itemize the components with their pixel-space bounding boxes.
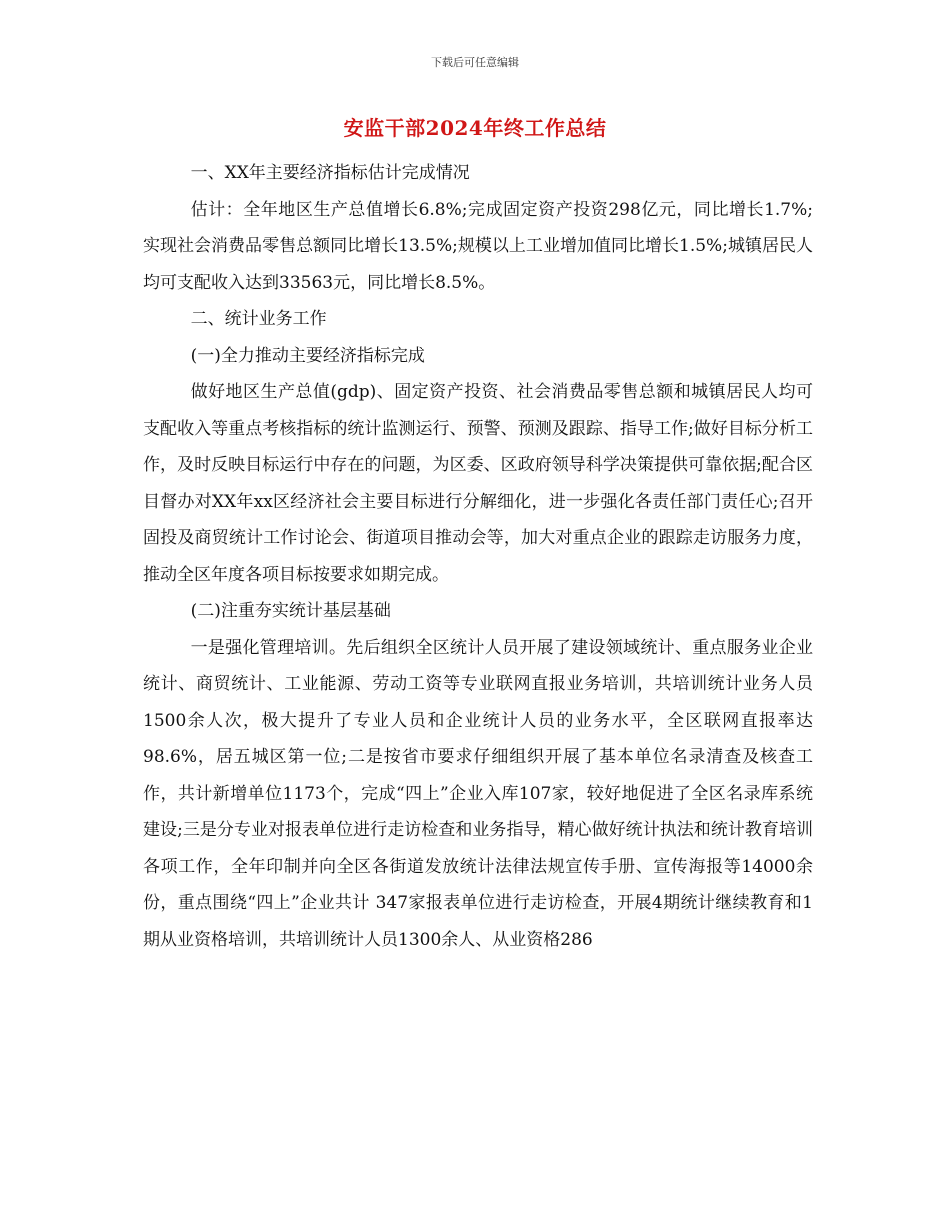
section-heading: 一、XX年主要经济指标估计完成情况 [190, 163, 470, 183]
paragraph: 估计：全年地区生产总值增长6.8%;完成固定资产投资298亿元，同比增长1.7%;实现社会消费品零售总额同比增长13.5%;规模以上工业增加值同比增长1.5%;城镇居民人均可支配收入达到33563元，同比增长8.5%。 [143, 199, 813, 293]
document-body [143, 155, 813, 958]
section-heading: 二、统计业务工作 [190, 309, 327, 329]
subsection-heading: (二)注重夯实统计基层基础 [190, 601, 391, 621]
header-note: 下载后可任意编辑 [431, 56, 519, 69]
paragraph: 做好地区生产总值(gdp)、固定资产投资、社会消费品零售总额和城镇居民人均可支配收入等重点考核指标的统计监测运行、预警、预测及跟踪、指导工作;做好目标分析工作，及时反映目标运行中存在的问题，为区委、区政府领导科学决策提供可靠依据;配合区目督办对XX年xx区经济社会主要目标进行分解细化，进一步强化各责任部门责任心;召开固投及商贸统计工作讨论会、街道项目推动会等，加大对重点企业的跟踪走访服务力度，推动全区年度各项目标按要求如期完成。 [143, 382, 813, 585]
paragraph: 一是强化管理培训。先后组织全区统计人员开展了建设领域统计、重点服务业企业统计、商贸统计、工业能源、劳动工资等专业联网直报业务培训，共培训统计业务人员1500余人次，极大提升了专业人员和企业统计人员的业务水平，全区联网直报率达98.6%，居五城区第一位;二是按省市要求仔细组织开展了基本单位名录清查及核查工作，共计新增单位1173个，完成“四上”企业入库107家，较好地促进了全区名录库系统建设;三是分专业对报表单位进行走访检查和业务指导，精心做好统计执法和统计教育培训各项工作，全年印制并向全区各街道发放统计法律法规宣传手册、宣传海报等14000余份，重点围绕“四上”企业共计 347家报表单位进行走访检查，开展4期统计继续教育和1期从业资格培训，共培训统计人员1300余人、从业资格286 [143, 637, 813, 950]
subsection-heading: (一)全力推动主要经济指标完成 [190, 345, 425, 366]
document-title: 安监干部2024年终工作总结 [343, 116, 607, 140]
